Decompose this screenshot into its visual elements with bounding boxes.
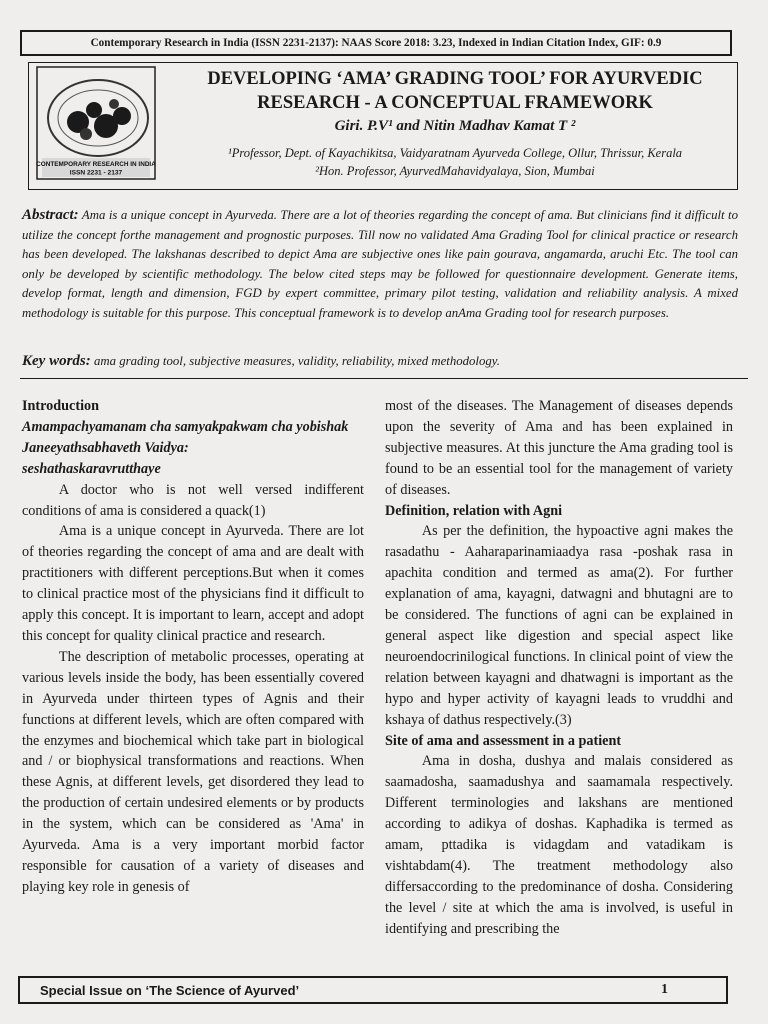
title-line2: RESEARCH - A CONCEPTUAL FRAMEWORK — [257, 93, 653, 113]
definition-heading: Definition, relation with Agni — [385, 502, 563, 519]
right-column — [385, 396, 733, 940]
abstract-block — [22, 206, 738, 323]
title-line1: DEVELOPING ‘AMA’ GRADING TOOL’ FOR AYURVEDIC — [207, 69, 703, 89]
keywords-text: ama grading tool, subjective measures, validity, reliability, mixed methodology. — [93, 354, 500, 368]
journal-logo — [36, 66, 156, 180]
affiliation-1: ¹Professor, Dept. of Kayachikitsa, Vaidyaratnam Ayurveda College, Ollur, Thrissur, Kerala — [227, 146, 683, 160]
footer — [18, 976, 728, 1004]
abstract-text: Ama is a unique concept in Ayurveda. There are a lot of theories regarding the concept of ama. But clinicians find it difficult to utilize the concept forthe management and prognostic purposes. Till now no validated Ama Grading Tool for clinical practice or research has been developed. The lakshanas described to depict Ama are subjective ones like pain gourava, angamarda, aruchi Etc. The tool can only be developed by scientific methodology. The below cited steps may be followed for questionnaire development. Generate items, develop format, length and dimension, FGD by expert committee, primary pilot testing, validation and reliability analysis. A mixed methodology is suitable for this purpose. This conceptual framework is to develop anAma Grading tool for research purposes. — [22, 208, 738, 320]
keywords-block — [22, 352, 738, 371]
keywords-label: Key words: — [22, 353, 91, 369]
intro-paragraph-2: Ama is a unique concept in Ayurveda. There are lot of theories regarding the concept of ama and are dealt with practitioners with different perceptions.But when it comes to clinical practice most of the physicians find it difficult to apply this concept. It is important to learn, accept and adopt this concept for quality clinical practice and research. — [22, 523, 364, 644]
shloka-line2: Janeeyathsabhaveth Vaidya: — [22, 439, 189, 456]
abstract-label: Abstract: — [22, 207, 79, 223]
author-line: Giri. P.V¹ and Nitin Madhav Kamat T ² — [334, 118, 576, 134]
logo-line2: ISSN 2231 - 2137 — [69, 169, 123, 177]
page-number: 1 — [661, 982, 668, 997]
shloka-line3: seshathaskaravrutthaye — [22, 460, 161, 477]
site-heading: Site of ama and assessment in a patient — [385, 732, 622, 749]
journal-header-text: Contemporary Research in India (ISSN 2231-2137): NAAS Score 2018: 3.23, Indexed in Indian Citation Index, GIF: 0.9 — [90, 37, 662, 49]
journal-header — [20, 30, 732, 56]
affiliation-2: ²Hon. Professor, AyurvedMahavidyalaya, Sion, Mumbai — [315, 164, 595, 178]
definition-paragraph: As per the definition, the hypoactive agni makes the rasadathu - Aaharaparinamiaadya rasa -poshak rasa in apachita condition and termed as ama(2). For further explanation of ama, kayagni, datwagni and bhutagni are to be considered. The functions of agni can be explained in general aspect like digestion and special aspect like neuroendocrinilogical functions. In clinical point of view the relation between kayagni and dhatwagni is important as the hypo and hyper activity of kayagni leads to vruddhi and kshaya of dathus respectively.(3) — [385, 523, 733, 728]
intro-paragraph-1: A doctor who is not well versed indifferent conditions of ama is considered a quack(1) — [22, 481, 364, 519]
article-title — [165, 67, 745, 115]
logo-line1: CONTEMPORARY RESEARCH IN INDIA — [36, 161, 156, 168]
left-column — [22, 396, 364, 898]
introduction-heading: Introduction — [22, 398, 99, 414]
continued-paragraph: most of the diseases. The Management of diseases depends upon the severity of Ama and has been explained in subjective measures. At this juncture the Ama grading tool is found to be an essential tool for the management of variety of diseases. — [385, 398, 733, 498]
site-paragraph: Ama in dosha, dushya and malais considered as saamadosha, saamadushya and saamamala respectively. Different terminologies and lakshans are mentioned according to adikya of doshas. Kaphadika is termed as amam, pttadika is vidagdam and vatadikam is vishtabdam(4). The treatment methodology also differsaccording to the predominance of dosha. Considering the level / site at which the ama is involved, is useful in identifying and prescribing the — [385, 753, 733, 937]
shloka-line1: Amampachyamanam cha samyakpakwam cha yobishak — [22, 418, 349, 435]
special-issue-label: Special Issue on ‘The Science of Ayurved’ — [40, 982, 300, 998]
section-divider — [20, 378, 748, 379]
intro-paragraph-3: The description of metabolic processes, operating at various levels inside the body, has been essentially covered in Ayurveda under thirteen types of Agnis and their functions at different levels, which are often compared with the enzymes and biochemical which take part in biological and / or biophysical transformations and reactions. When these Agnis, at different levels, get disordered they lead to the production of certain undesired elements or by products in the system, which can be considered as 'Ama' in Ayurveda. Ama is a very important morbid factor responsible for causation of a variety of diseases and playing key role in genesis of — [22, 648, 364, 895]
